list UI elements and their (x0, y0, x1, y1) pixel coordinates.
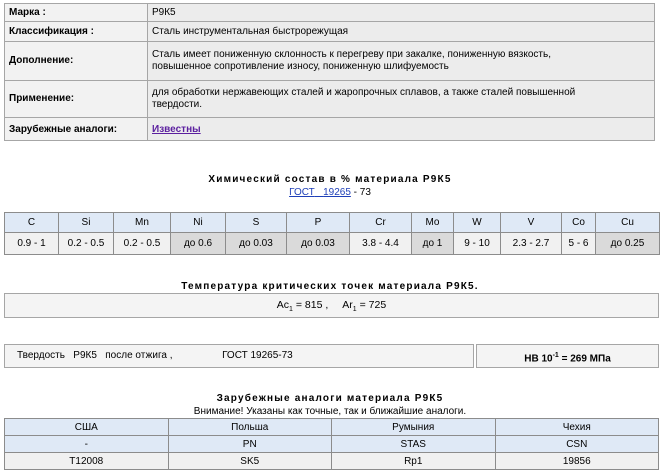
chem-value-cell: до 1 (412, 233, 454, 255)
chem-value-cell: 2.3 - 2.7 (501, 233, 562, 255)
hardness-description (4, 344, 474, 368)
chem-composition-title: Химический состав в % материала Р9К5 (208, 174, 452, 185)
gost-suffix: - 73 (353, 187, 371, 198)
analog-standard-cell: CSN (495, 436, 659, 453)
chem-element-cell: P (287, 213, 350, 233)
critical-points-box (4, 293, 659, 318)
chem-value-cell: до 0.03 (287, 233, 350, 255)
grade-value: Р9К5 (148, 4, 655, 22)
chem-element-cell: Mo (412, 213, 454, 233)
chem-value-cell: до 0.03 (226, 233, 287, 255)
gost-prefix-link-text (289, 187, 351, 198)
critical-points-title: Температура критических точек материала Р9К5. (181, 281, 479, 292)
hardness-grade: Р9К5 (73, 350, 97, 361)
classification-label: Классификация : (5, 22, 148, 42)
chem-element-cell: Cr (350, 213, 412, 233)
chem-value-cell: 9 - 10 (454, 233, 501, 255)
chem-gost-line (0, 187, 660, 198)
analog-standard-cell: - (5, 436, 169, 453)
steel-info-table (4, 3, 655, 141)
chem-element-cell: W (454, 213, 501, 233)
analog-country-cell: Чехия (495, 419, 659, 436)
addition-line-2: повышенное сопротивление износу, пониженную шлифуемость (152, 61, 449, 72)
chem-value-cell: 0.2 - 0.5 (59, 233, 114, 255)
foreign-analogs-value (148, 118, 655, 141)
classification-value: Сталь инструментальная быстрорежущая (148, 22, 655, 42)
application-line-1: для обработки нержавеющих сталей и жаропрочных сплавов, а также сталей повышенной (152, 87, 576, 98)
analog-grade-cell: Rp1 (332, 453, 496, 470)
application-line-2: твердости. (152, 99, 203, 110)
analog-country-cell: Румыния (332, 419, 496, 436)
ar1-point: $Ar_1 = 725$ (342, 299, 387, 314)
application-value (148, 81, 655, 118)
grade-label: Марка : (5, 4, 148, 22)
analog-country-cell: США (5, 419, 169, 436)
chem-element-cell: Si (59, 213, 114, 233)
chem-element-cell: Ni (171, 213, 226, 233)
chem-value-cell: 5 - 6 (562, 233, 596, 255)
chem-element-cell: Co (562, 213, 596, 233)
chem-element-cell: S (226, 213, 287, 233)
analog-standard-cell: STAS (332, 436, 496, 453)
analogs-note: Внимание! Указаны как точные, так и ближайшие аналоги. (193, 406, 467, 417)
gost-link[interactable]: ГОСТ 19265 (289, 187, 351, 198)
chem-value-cell: 0.9 - 1 (5, 233, 59, 255)
ac1-point: $Ac_1 = 815$ , (276, 299, 329, 314)
chem-element-cell: C (5, 213, 59, 233)
chem-value-cell: до 0.6 (171, 233, 226, 255)
chem-element-cell: V (501, 213, 562, 233)
analog-grade-cell: SK5 (168, 453, 332, 470)
chem-composition-table (4, 212, 660, 255)
chem-value-cell: 0.2 - 0.5 (114, 233, 171, 255)
analog-grade-cell: 19856 (495, 453, 659, 470)
hardness-condition: после отжига , (105, 350, 173, 361)
foreign-analogs-label: Зарубежные аналоги: (5, 118, 148, 141)
chem-element-cell: Cu (596, 213, 660, 233)
addition-value (148, 42, 655, 81)
chem-element-cell: Mn (114, 213, 171, 233)
addition-line-1: Сталь имеет пониженную склонность к перегреву при закалке, пониженную вязкость, (152, 49, 551, 60)
analog-standard-cell: PN (168, 436, 332, 453)
addition-label: Дополнение: (5, 42, 148, 81)
chem-value-cell: 3.8 - 4.4 (350, 233, 412, 255)
foreign-analogs-title: Зарубежные аналоги материала Р9К5 (216, 393, 444, 404)
chem-value-cell: до 0.25 (596, 233, 660, 255)
foreign-analogs-table (4, 418, 659, 470)
analog-country-cell: Польша (168, 419, 332, 436)
analog-grade-cell: T12008 (5, 453, 169, 470)
hardness-value: HB $10^{-1} = 269$ МПа (476, 344, 659, 368)
foreign-analogs-link[interactable]: Известны (152, 123, 201, 135)
hardness-label: Твердость (17, 350, 65, 361)
hardness-gost: ГОСТ 19265-73 (222, 350, 293, 361)
application-label: Применение: (5, 81, 148, 118)
